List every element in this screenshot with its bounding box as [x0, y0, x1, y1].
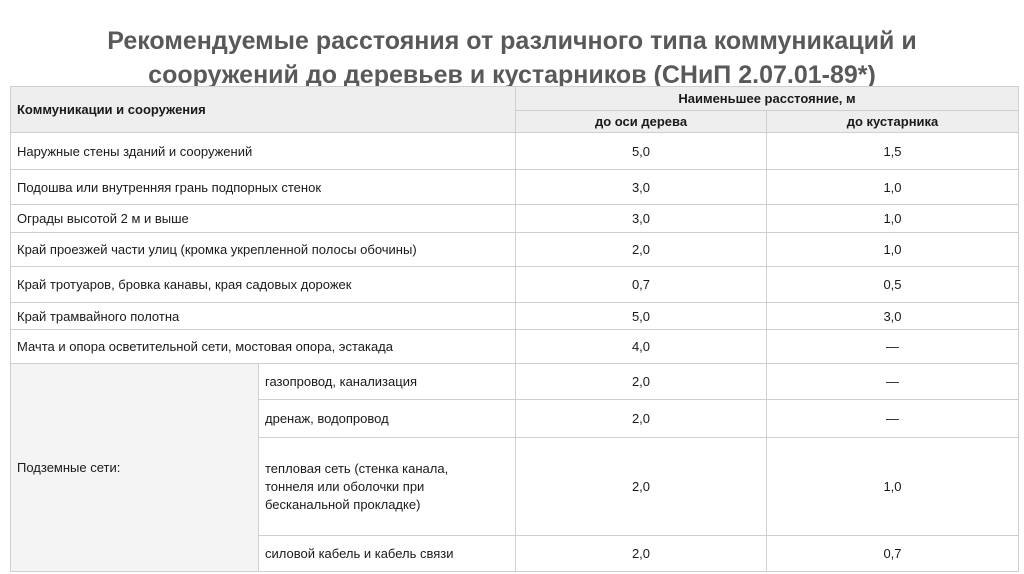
row-tree-value: 4,0 — [516, 330, 767, 364]
subrow-shrub-value: 0,7 — [767, 536, 1019, 572]
row-tree-value: 2,0 — [516, 233, 767, 267]
underground-networks-label: Подземные сети: — [11, 364, 259, 572]
row-name: Наружные стены зданий и сооружений — [11, 133, 516, 170]
subrow-name: силовой кабель и кабель связи — [259, 536, 516, 572]
table-row — [11, 330, 1019, 364]
subrow-tree-value: 2,0 — [516, 438, 767, 536]
distance-table — [10, 86, 1019, 572]
subrow-name-line: бесканальной прокладке) — [265, 496, 421, 512]
row-name: Край тротуаров, бровка канавы, края садовых дорожек — [11, 267, 516, 303]
header-to-shrub: до кустарника — [767, 111, 1019, 133]
row-name: Подошва или внутренняя грань подпорных стенок — [11, 170, 516, 205]
subrow-shrub-value: — — [767, 400, 1019, 438]
subrow-tree-value: 2,0 — [516, 364, 767, 400]
table-row — [11, 170, 1019, 205]
header-row-1 — [11, 87, 1019, 111]
row-name: Край проезжей части улиц (кромка укрепленной полосы обочины) — [11, 233, 516, 267]
header-communications: Коммуникации и сооружения — [11, 87, 516, 133]
subrow-name: дренаж, водопровод — [259, 400, 516, 438]
row-name: Мачта и опора осветительной сети, мостовая опора, эстакада — [11, 330, 516, 364]
row-shrub-value: — — [767, 330, 1019, 364]
subrow-shrub-value: 1,0 — [767, 438, 1019, 536]
row-tree-value: 3,0 — [516, 170, 767, 205]
table-row — [11, 133, 1019, 170]
row-tree-value: 0,7 — [516, 267, 767, 303]
page-title — [0, 24, 1024, 92]
row-shrub-value: 3,0 — [767, 303, 1019, 330]
subrow-tree-value: 2,0 — [516, 400, 767, 438]
table-row — [11, 303, 1019, 330]
subrow-shrub-value: — — [767, 364, 1019, 400]
table-row — [11, 364, 1019, 400]
row-tree-value: 5,0 — [516, 303, 767, 330]
row-shrub-value: 1,0 — [767, 233, 1019, 267]
subrow-name-multiline — [259, 438, 516, 536]
title-line-1: Рекомендуемые расстояния от различного типа коммуникаций и — [107, 27, 917, 55]
row-tree-value: 5,0 — [516, 133, 767, 170]
row-shrub-value: 0,5 — [767, 267, 1019, 303]
row-tree-value: 3,0 — [516, 205, 767, 233]
table-row — [11, 233, 1019, 267]
row-name: Ограды высотой 2 м и выше — [11, 205, 516, 233]
header-min-distance: Наименьшее расстояние, м — [516, 87, 1019, 111]
row-shrub-value: 1,0 — [767, 205, 1019, 233]
subrow-name-line: тепловая сеть (стенка канала, — [265, 460, 449, 476]
table-row — [11, 205, 1019, 233]
subrow-name-line: тоннеля или оболочки при — [265, 478, 425, 494]
subrow-name: газопровод, канализация — [259, 364, 516, 400]
header-to-tree-axis: до оси дерева — [516, 111, 767, 133]
table-row — [11, 267, 1019, 303]
subrow-tree-value: 2,0 — [516, 536, 767, 572]
row-shrub-value: 1,0 — [767, 170, 1019, 205]
row-name: Край трамвайного полотна — [11, 303, 516, 330]
title-line-2: сооружений до деревьев и кустарников (СНиП 2.07.01-89*) — [148, 61, 876, 89]
row-shrub-value: 1,5 — [767, 133, 1019, 170]
